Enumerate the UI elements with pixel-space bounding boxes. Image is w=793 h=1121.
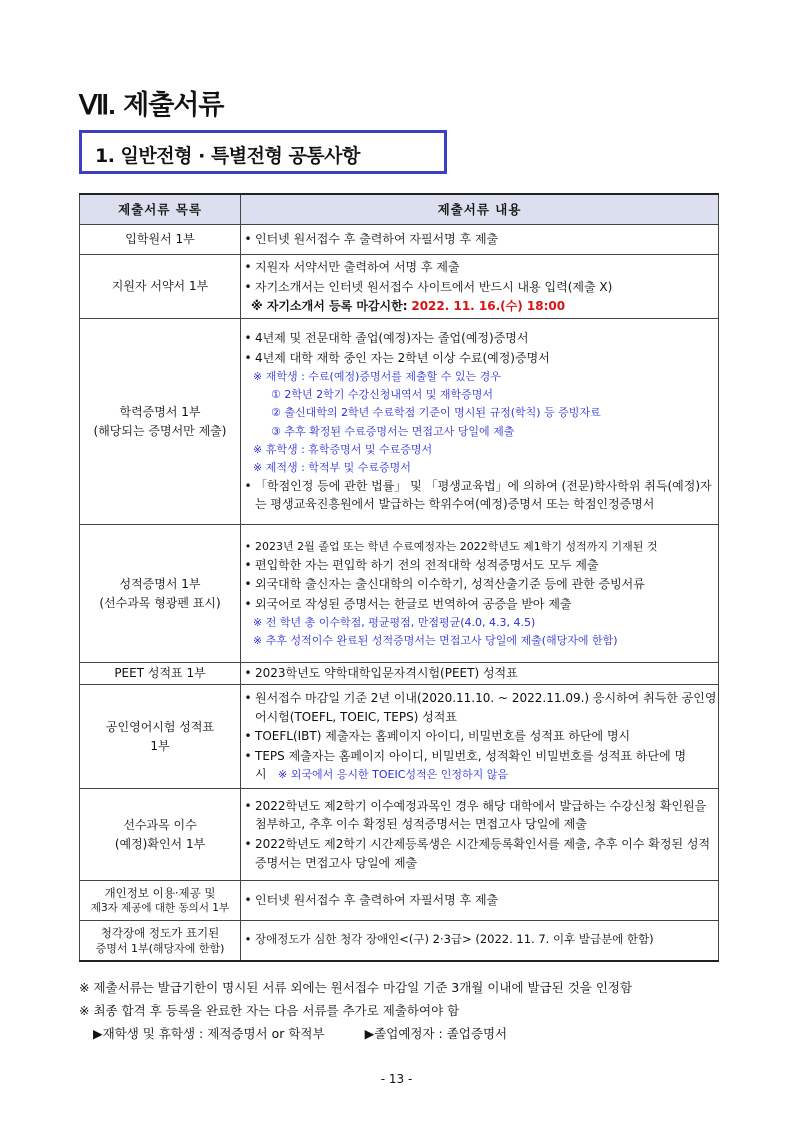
doc-name: 성적증명서 1부 bbox=[119, 576, 201, 591]
note-line: ※ 재학생 : 수료(예정)증명서를 제출할 수 있는 경우 bbox=[253, 370, 501, 384]
footnote-item: ▶재학생 및 휴학생 : 제적증명서 or 학적부 bbox=[93, 1026, 325, 1041]
content-line: • 2023학년도 약학대학입문자격시험(PEET) 성적표 bbox=[241, 664, 718, 683]
doc-name: PEET 성적표 1부 bbox=[80, 663, 241, 685]
content-line: • 2022학년도 제2학기 시간제등록생은 시간제등록확인서를 제출, 추후 이수 확정된 성적증명서는 면접고사 당일에 제출 bbox=[241, 835, 718, 872]
header-doc-content: 제출서류 내용 bbox=[241, 194, 719, 225]
documents-table bbox=[79, 193, 719, 962]
footnotes bbox=[79, 976, 719, 1045]
content-line: • 인터넷 원서접수 후 출력하여 자필서명 후 제출 bbox=[241, 230, 718, 249]
note-line: ※ 전 학년 총 이수학점, 평균평점, 만점평균(4.0, 4.3, 4.5) bbox=[253, 616, 536, 630]
footnote: ※ 최종 합격 후 등록을 완료한 자는 다음 서류를 추가로 제출하여야 함 bbox=[79, 1003, 460, 1018]
note-line: ※ 제적생 : 학적부 및 수료증명서 bbox=[253, 460, 411, 474]
table-row bbox=[80, 881, 719, 921]
footnote-items bbox=[79, 1022, 719, 1045]
page-number: - 13 - bbox=[380, 1072, 413, 1086]
doc-name-sub: 증명서 1부(해당자에 한함) bbox=[95, 941, 225, 955]
content-line: • 편입학한 자는 편입학 하기 전의 전적대학 성적증명서도 모두 제출 bbox=[241, 556, 718, 575]
doc-name-sub: 1부 bbox=[150, 738, 170, 753]
content-line: • 4년제 대학 재학 중인 자는 2학년 이상 수료(예정)증명서 bbox=[241, 349, 718, 368]
section-title: 1. 일반전형 · 특별전형 공통사항 bbox=[95, 145, 360, 167]
doc-name-sub: (해당되는 증명서만 제출) bbox=[93, 423, 227, 438]
deadline-note bbox=[241, 297, 718, 316]
section-title-box bbox=[79, 130, 447, 174]
chapter-heading bbox=[79, 83, 223, 122]
doc-name: 지원자 서약서 1부 bbox=[80, 255, 241, 319]
table-row bbox=[80, 225, 719, 255]
note-line: ※ 추후 성적이수 완료된 성적증명서는 면접고사 당일에 제출(해당자에 한함) bbox=[253, 634, 618, 648]
note-line: ※ 휴학생 : 휴학증명서 및 수료증명서 bbox=[253, 442, 433, 456]
table-row bbox=[80, 789, 719, 881]
note-subline: ① 2학년 2학기 수강신청내역서 및 재학증명서 bbox=[271, 388, 493, 402]
doc-name: 개인정보 이용·제공 및 bbox=[104, 886, 216, 901]
deadline-value: 2022. 11. 16.(수) 18:00 bbox=[411, 299, 566, 314]
footnote-item: ▶졸업예정자 : 졸업증명서 bbox=[364, 1026, 508, 1041]
content-line: • 장애정도가 심한 청각 장애인<(구) 2·3급> (2022. 11. 7. 이후 발급분에 한함) bbox=[241, 931, 718, 949]
content-line: • 2022학년도 제2학기 이수예정과목인 경우 해당 대학에서 발급하는 수강신청 확인원을 첨부하고, 추후 이수 확정된 성적증명서는 면접고사 당일에 제출 bbox=[241, 797, 718, 834]
content-line: • 지원자 서약서만 출력하여 서명 후 제출 bbox=[241, 258, 718, 277]
note-subline: ③ 추후 확정된 수료증명서는 면접고사 당일에 제출 bbox=[271, 424, 515, 438]
footnote: ※ 제출서류는 발급기한이 명시된 서류 외에는 원서접수 마감일 기준 3개월 이내에 발급된 것을 인정함 bbox=[79, 980, 633, 995]
content-line: • 인터넷 원서접수 후 출력하여 자필서명 후 제출 bbox=[241, 891, 718, 910]
content-line: • 2023년 2월 졸업 또는 학년 수료예정자는 2022학년도 제1학기 성적까지 기재된 것 bbox=[241, 538, 718, 555]
content-line: • 외국대학 출신자는 출신대학의 이수학기, 성적산출기준 등에 관한 증빙서류 bbox=[241, 575, 718, 594]
table-row bbox=[80, 921, 719, 961]
chapter-number: Ⅶ. bbox=[79, 90, 115, 120]
content-line: • 「학점인정 등에 관한 법률」 및 「평생교육법」에 의하여 (전문)학사학위 취득(예정)자는 평생교육진흥원에서 발급하는 학위수여(예정)증명서 또는 학점인정증명서 bbox=[241, 477, 718, 514]
header-doc-list: 제출서류 목록 bbox=[80, 194, 241, 225]
doc-name: 공인영어시험 성적표 bbox=[105, 719, 215, 734]
content-text: TEPS 제출자는 홈페이지 아이디, 비밀번호, 성적확인 비밀번호를 성적표 하단에 명시 bbox=[255, 748, 687, 782]
content-line: • 4년제 및 전문대학 졸업(예정)자는 졸업(예정)증명서 bbox=[241, 329, 718, 348]
doc-name-sub: 제3자 제공에 대한 동의서 1부 bbox=[90, 902, 230, 915]
doc-name: 선수과목 이수 bbox=[123, 817, 197, 832]
table-row bbox=[80, 255, 719, 319]
doc-name: 청각장애 정도가 표기된 bbox=[100, 925, 220, 940]
chapter-title: 제출서류 bbox=[123, 90, 224, 121]
table-row bbox=[80, 525, 719, 663]
doc-name-sub: (선수과목 형광펜 표시) bbox=[99, 595, 221, 610]
note-inline: ※ 외국에서 응시한 TOEIC성적은 인정하지 않음 bbox=[278, 768, 509, 782]
table-header-row bbox=[80, 194, 719, 225]
doc-name-sub: (예정)확인서 1부 bbox=[114, 836, 206, 851]
note-subline: ② 출신대학의 2학년 수료학점 기준이 명시된 규정(학칙) 등 증빙자료 bbox=[271, 406, 601, 420]
doc-name: 학력증명서 1부 bbox=[119, 404, 201, 419]
content-line: • 외국어로 작성된 증명서는 한글로 번역하여 공증을 받아 제출 bbox=[241, 595, 718, 614]
content-line: • 자기소개서는 인터넷 원서접수 사이트에서 반드시 내용 입력(제출 X) bbox=[241, 278, 718, 297]
deadline-label: ※ 자기소개서 등록 마감시한: bbox=[251, 299, 408, 314]
content-line: • 원서접수 마감일 기준 2년 이내(2020.11.10. ~ 2022.11.09.) 응시하여 취득한 공인영어시험(TOEFL, TOEIC, TEPS) 성적표 bbox=[241, 689, 718, 726]
content-line: • TOEFL(IBT) 제출자는 홈페이지 아이디, 비밀번호를 성적표 하단에 명시 bbox=[241, 727, 718, 746]
table-row bbox=[80, 685, 719, 789]
table-row bbox=[80, 663, 719, 685]
content-line bbox=[241, 747, 718, 784]
doc-name: 입학원서 1부 bbox=[80, 225, 241, 255]
table-row bbox=[80, 319, 719, 525]
